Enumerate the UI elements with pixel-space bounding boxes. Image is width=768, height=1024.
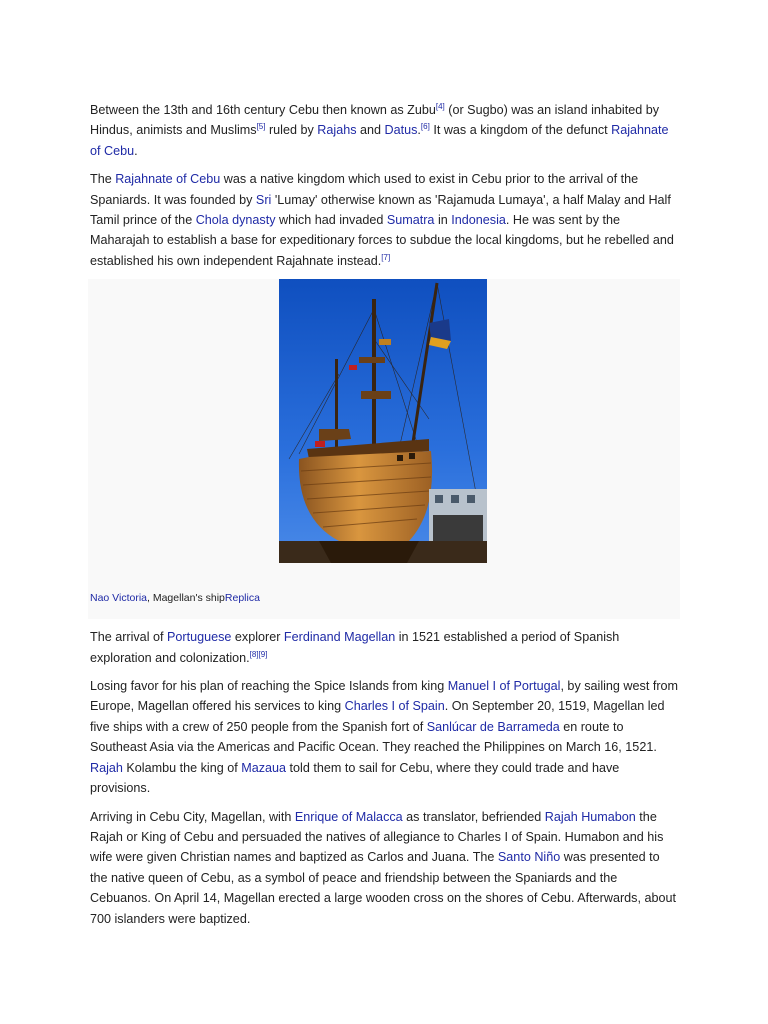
paragraph-rajahnate	[90, 169, 680, 271]
link-sumatra[interactable]: Sumatra	[386, 213, 435, 228]
text: It was a kingdom of the defunct	[429, 123, 612, 138]
text: the Rajah or King of Cebu and persuaded the natives of allegiance to Charles I of Spain. Humabon and his wife were given Christian names and baptized as Carlos and Juana. The	[90, 809, 664, 865]
link-rajahs[interactable]: Rajahs	[317, 123, 357, 138]
ship-photo[interactable]	[279, 279, 487, 563]
text: en route to Southeast Asia via the Americas and Pacific Ocean. They reached the Philippines on March 16, 1521.	[90, 719, 657, 755]
link-rajah[interactable]: Rajah	[90, 760, 123, 775]
text: Arriving in Cebu City, Magellan, with	[90, 809, 295, 824]
article-body	[90, 100, 680, 937]
figure-caption	[90, 591, 260, 605]
paragraph-zubu	[90, 100, 680, 161]
reference-4[interactable]: [4]	[435, 101, 445, 111]
text: , Magellan's ship	[147, 592, 225, 605]
link-replica[interactable]: Replica	[224, 592, 260, 605]
text: Between the 13th and 16th century Cebu then known as Zubu	[90, 103, 436, 117]
text: as translator, befriended	[402, 809, 545, 824]
text: .	[134, 143, 138, 158]
text: 'Lumay' otherwise known as 'Rajamuda Lumaya', a half Malay and Half Tamil prince of the	[90, 192, 671, 228]
link-sri[interactable]: Sri	[255, 192, 272, 207]
link-mazaua[interactable]: Mazaua	[241, 760, 287, 775]
text: , by sailing west from Europe, Magellan offered his services to king	[90, 679, 679, 714]
text: .	[417, 123, 421, 138]
paragraph-voyage	[90, 676, 680, 798]
link-manuel-i[interactable]: Manuel I of Portugal	[447, 679, 561, 694]
text: ruled by	[265, 123, 318, 138]
text: . On September 20, 1519, Magellan led five ships with a crew of 250 people from the Spanish fort of	[90, 699, 665, 734]
text: in	[434, 213, 452, 228]
link-nao-victoria[interactable]: Nao Victoria	[90, 592, 148, 605]
text: was presented to the native queen of Cebu, as a symbol of peace and friendship between the Spaniards and the Cebuanos. On April 14, Magellan erected a large wooden cross on the shores of Cebu. Afterwards, about 700 islanders were baptized.	[90, 850, 676, 926]
text: told them to sail for Cebu, where they could trade and have provisions.	[90, 760, 620, 796]
link-rajah-humabon[interactable]: Rajah Humabon	[544, 809, 636, 824]
link-sanlucar[interactable]: Sanlúcar de Barrameda	[426, 719, 560, 734]
paragraph-arrival	[90, 627, 680, 668]
text: which had invaded	[275, 213, 387, 228]
text: (or Sugbo) was an island inhabited by Hindus, animists and Muslims	[90, 103, 660, 138]
text: The	[90, 172, 116, 187]
link-ferdinand-magellan[interactable]: Ferdinand Magellan	[283, 630, 396, 645]
reference-7[interactable]: [7]	[381, 252, 391, 262]
text: Losing favor for his plan of reaching the Spice Islands from king	[90, 679, 448, 694]
reference-9[interactable]: [9]	[258, 649, 268, 659]
link-datus[interactable]: Datus	[384, 123, 418, 138]
link-santo-nino[interactable]: Santo Niño	[497, 850, 561, 865]
text: in 1521 established a period of Spanish exploration and colonization.	[90, 630, 620, 665]
paragraph-cebu-city	[90, 807, 680, 929]
figure-nao-victoria	[88, 279, 680, 619]
reference-8[interactable]: [8]	[249, 649, 259, 659]
text: explorer	[231, 630, 284, 645]
link-chola-dynasty[interactable]: Chola dynasty	[195, 213, 276, 228]
link-charles-i[interactable]: Charles I of Spain	[344, 699, 445, 714]
text: Kolambu the king of	[122, 760, 242, 775]
link-portuguese[interactable]: Portuguese	[167, 630, 232, 645]
text: and	[356, 123, 385, 138]
ship-illustration	[279, 279, 487, 563]
text: was a native kingdom which used to exist in Cebu prior to the arrival of the Spaniards. It was founded by	[90, 172, 639, 207]
link-indonesia[interactable]: Indonesia	[451, 213, 506, 228]
link-rajahnate-of-cebu[interactable]: Rajahnate of Cebu	[115, 172, 221, 187]
text: . He was sent by the Maharajah to establish a base for expeditionary forces to subdue the local kingdoms, but he rebelled and established his own independent Rajahnate instead.	[90, 213, 674, 268]
reference-5[interactable]: [5]	[256, 122, 266, 132]
text: The arrival of	[90, 630, 167, 645]
reference-6[interactable]: [6]	[420, 122, 430, 132]
link-rajahnate-of-cebu[interactable]: Rajahnate of Cebu	[90, 123, 669, 158]
link-enrique[interactable]: Enrique of Malacca	[294, 809, 403, 824]
